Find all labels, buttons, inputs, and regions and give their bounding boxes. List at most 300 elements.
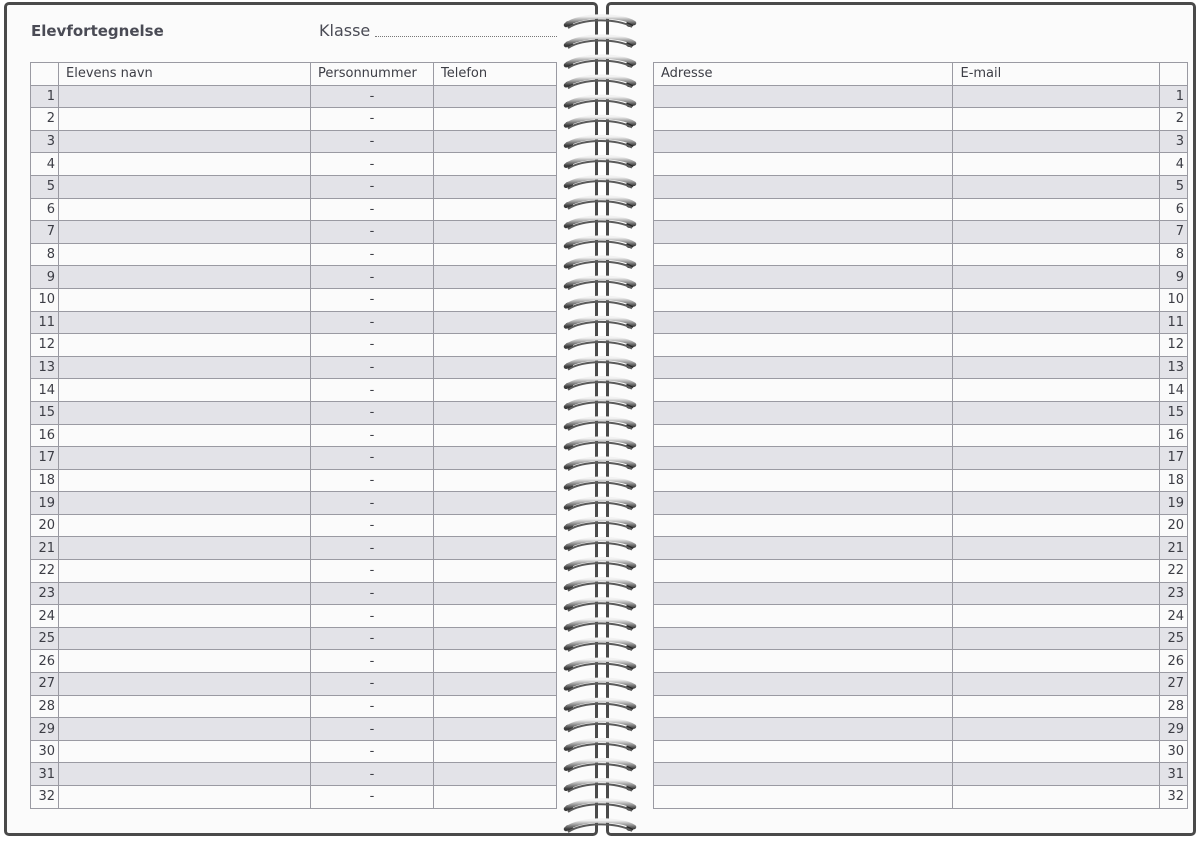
phone-cell[interactable] <box>434 560 557 583</box>
row-number: 20 <box>1159 514 1187 537</box>
table-row <box>654 605 1188 628</box>
table-row <box>31 718 557 741</box>
address-cell[interactable] <box>654 740 953 763</box>
email-cell[interactable] <box>953 401 1159 424</box>
row-number: 27 <box>31 673 59 696</box>
personal-number-cell[interactable]: - <box>311 514 434 537</box>
table-row <box>31 379 557 402</box>
table-row <box>31 243 557 266</box>
phone-cell[interactable] <box>434 356 557 379</box>
table-row <box>654 288 1188 311</box>
table-row <box>654 740 1188 763</box>
email-cell[interactable] <box>953 650 1159 673</box>
email-cell[interactable] <box>953 288 1159 311</box>
spiral-coil <box>565 459 634 471</box>
spiral-coil <box>565 217 634 229</box>
student-name-cell[interactable] <box>59 311 311 334</box>
student-name-cell[interactable] <box>59 718 311 741</box>
row-number: 7 <box>1159 221 1187 244</box>
email-cell[interactable] <box>953 243 1159 266</box>
table-row <box>31 469 557 492</box>
personal-number-cell[interactable]: - <box>311 695 434 718</box>
row-number: 16 <box>1159 424 1187 447</box>
row-number: 11 <box>1159 311 1187 334</box>
personal-number-cell[interactable]: - <box>311 401 434 424</box>
student-name-cell[interactable] <box>59 786 311 809</box>
student-name-cell[interactable] <box>59 514 311 537</box>
address-cell[interactable] <box>654 424 953 447</box>
address-cell[interactable] <box>654 582 953 605</box>
row-number: 31 <box>1159 763 1187 786</box>
phone-cell[interactable] <box>434 288 557 311</box>
header-address: Adresse <box>654 63 953 86</box>
student-name-cell[interactable] <box>59 695 311 718</box>
spiral-coil <box>565 97 634 109</box>
row-number: 1 <box>1159 85 1187 108</box>
header-row <box>654 63 1188 86</box>
spiral-coil <box>565 358 634 370</box>
address-cell[interactable] <box>654 401 953 424</box>
student-name-cell[interactable] <box>59 153 311 176</box>
address-cell[interactable] <box>654 85 953 108</box>
phone-cell[interactable] <box>434 673 557 696</box>
table-row <box>654 356 1188 379</box>
personal-number-cell[interactable]: - <box>311 582 434 605</box>
student-name-cell[interactable] <box>59 447 311 470</box>
phone-cell[interactable] <box>434 514 557 537</box>
student-name-cell[interactable] <box>59 266 311 289</box>
address-cell[interactable] <box>654 650 953 673</box>
table-row <box>31 424 557 447</box>
row-number: 22 <box>1159 560 1187 583</box>
table-row <box>654 266 1188 289</box>
email-cell[interactable] <box>953 311 1159 334</box>
phone-cell[interactable] <box>434 537 557 560</box>
row-number: 13 <box>1159 356 1187 379</box>
phone-cell[interactable] <box>434 243 557 266</box>
phone-cell[interactable] <box>434 786 557 809</box>
row-number: 2 <box>31 108 59 131</box>
row-number: 15 <box>31 401 59 424</box>
row-number: 25 <box>31 627 59 650</box>
table-row <box>31 334 557 357</box>
address-cell[interactable] <box>654 221 953 244</box>
right-page <box>606 2 1196 836</box>
class-label: Klasse <box>319 21 371 40</box>
personal-number-cell[interactable]: - <box>311 379 434 402</box>
address-cell[interactable] <box>654 763 953 786</box>
student-name-cell[interactable] <box>59 537 311 560</box>
spiral-coil <box>565 258 634 270</box>
row-number: 32 <box>1159 786 1187 809</box>
personal-number-cell[interactable]: - <box>311 130 434 153</box>
address-cell[interactable] <box>654 695 953 718</box>
row-number: 30 <box>31 740 59 763</box>
table-row <box>654 424 1188 447</box>
spiral-coil <box>565 57 634 69</box>
table-row <box>31 537 557 560</box>
email-cell[interactable] <box>953 108 1159 131</box>
phone-cell[interactable] <box>434 130 557 153</box>
spiral-coil <box>565 338 634 350</box>
personal-number-cell[interactable]: - <box>311 266 434 289</box>
spiral-coil <box>565 298 634 310</box>
phone-cell[interactable] <box>434 492 557 515</box>
table-row <box>654 153 1188 176</box>
email-cell[interactable] <box>953 379 1159 402</box>
row-number: 29 <box>31 718 59 741</box>
spiral-binding <box>560 6 640 838</box>
address-cell[interactable] <box>654 266 953 289</box>
student-name-cell[interactable] <box>59 492 311 515</box>
phone-cell[interactable] <box>434 266 557 289</box>
personal-number-cell[interactable]: - <box>311 560 434 583</box>
class-field-line <box>375 36 557 37</box>
student-name-cell[interactable] <box>59 582 311 605</box>
row-number: 8 <box>31 243 59 266</box>
email-cell[interactable] <box>953 221 1159 244</box>
table-row <box>654 673 1188 696</box>
personal-number-cell[interactable]: - <box>311 288 434 311</box>
row-number: 5 <box>31 175 59 198</box>
row-number: 23 <box>31 582 59 605</box>
table-row <box>31 673 557 696</box>
phone-cell[interactable] <box>434 108 557 131</box>
address-cell[interactable] <box>654 786 953 809</box>
table-row <box>654 582 1188 605</box>
address-cell[interactable] <box>654 130 953 153</box>
spiral-coil <box>565 137 634 149</box>
personal-number-cell[interactable]: - <box>311 243 434 266</box>
spiral-coil <box>565 177 634 189</box>
table-row <box>654 763 1188 786</box>
personal-number-cell[interactable]: - <box>311 537 434 560</box>
spiral-coil <box>565 398 634 410</box>
table-row <box>654 243 1188 266</box>
row-number: 27 <box>1159 673 1187 696</box>
phone-cell[interactable] <box>434 447 557 470</box>
student-name-cell[interactable] <box>59 108 311 131</box>
table-row <box>654 175 1188 198</box>
personal-number-cell[interactable]: - <box>311 198 434 221</box>
contact-table <box>653 62 1188 809</box>
personal-number-cell[interactable]: - <box>311 718 434 741</box>
spiral-coil <box>565 318 634 330</box>
row-number: 32 <box>31 786 59 809</box>
row-number: 23 <box>1159 582 1187 605</box>
row-number: 28 <box>1159 695 1187 718</box>
row-number: 21 <box>1159 537 1187 560</box>
address-cell[interactable] <box>654 108 953 131</box>
personal-number-cell[interactable]: - <box>311 740 434 763</box>
row-number: 7 <box>31 221 59 244</box>
address-cell[interactable] <box>654 469 953 492</box>
address-cell[interactable] <box>654 605 953 628</box>
address-cell[interactable] <box>654 356 953 379</box>
student-name-cell[interactable] <box>59 243 311 266</box>
phone-cell[interactable] <box>434 379 557 402</box>
email-cell[interactable] <box>953 492 1159 515</box>
email-cell[interactable] <box>953 582 1159 605</box>
phone-cell[interactable] <box>434 175 557 198</box>
header-number <box>31 63 59 86</box>
spiral-coil <box>565 660 634 672</box>
student-name-cell[interactable] <box>59 401 311 424</box>
row-number: 6 <box>1159 198 1187 221</box>
table-row <box>654 560 1188 583</box>
personal-number-cell[interactable]: - <box>311 221 434 244</box>
email-cell[interactable] <box>953 266 1159 289</box>
row-number: 28 <box>31 695 59 718</box>
row-number: 14 <box>1159 379 1187 402</box>
email-cell[interactable] <box>953 605 1159 628</box>
spiral-coil <box>565 77 634 89</box>
address-cell[interactable] <box>654 492 953 515</box>
left-page <box>4 2 598 836</box>
personal-number-cell[interactable]: - <box>311 492 434 515</box>
row-number: 24 <box>31 605 59 628</box>
table-row <box>654 85 1188 108</box>
table-row <box>31 514 557 537</box>
address-cell[interactable] <box>654 718 953 741</box>
table-row <box>654 514 1188 537</box>
personal-number-cell[interactable]: - <box>311 650 434 673</box>
personal-number-cell[interactable]: - <box>311 424 434 447</box>
email-cell[interactable] <box>953 695 1159 718</box>
table-row <box>654 334 1188 357</box>
phone-cell[interactable] <box>434 85 557 108</box>
student-name-cell[interactable] <box>59 356 311 379</box>
address-cell[interactable] <box>654 627 953 650</box>
row-number: 3 <box>1159 130 1187 153</box>
row-number: 30 <box>1159 740 1187 763</box>
address-cell[interactable] <box>654 198 953 221</box>
table-row <box>31 266 557 289</box>
table-row <box>31 130 557 153</box>
email-cell[interactable] <box>953 627 1159 650</box>
row-number: 9 <box>1159 266 1187 289</box>
row-number: 5 <box>1159 175 1187 198</box>
student-name-cell[interactable] <box>59 85 311 108</box>
table-row <box>654 401 1188 424</box>
student-name-cell[interactable] <box>59 379 311 402</box>
address-cell[interactable] <box>654 243 953 266</box>
row-number: 12 <box>1159 334 1187 357</box>
email-cell[interactable] <box>953 786 1159 809</box>
phone-cell[interactable] <box>434 605 557 628</box>
personal-number-cell[interactable]: - <box>311 175 434 198</box>
personal-number-cell[interactable]: - <box>311 786 434 809</box>
personal-number-cell[interactable]: - <box>311 605 434 628</box>
phone-cell[interactable] <box>434 221 557 244</box>
spiral-coil <box>565 559 634 571</box>
row-number: 2 <box>1159 108 1187 131</box>
spiral-coil <box>565 378 634 390</box>
phone-cell[interactable] <box>434 740 557 763</box>
personal-number-cell[interactable]: - <box>311 153 434 176</box>
address-cell[interactable] <box>654 514 953 537</box>
address-cell[interactable] <box>654 560 953 583</box>
student-name-cell[interactable] <box>59 740 311 763</box>
table-row <box>654 198 1188 221</box>
row-number: 18 <box>1159 469 1187 492</box>
spiral-coil <box>565 117 634 129</box>
spiral-coil <box>565 760 634 772</box>
email-cell[interactable] <box>953 560 1159 583</box>
table-row <box>31 311 557 334</box>
phone-cell[interactable] <box>434 695 557 718</box>
table-row <box>31 492 557 515</box>
phone-cell[interactable] <box>434 650 557 673</box>
row-number: 10 <box>1159 288 1187 311</box>
personal-number-cell[interactable]: - <box>311 356 434 379</box>
student-name-cell[interactable] <box>59 175 311 198</box>
spiral-coil <box>565 780 634 792</box>
row-number: 17 <box>1159 447 1187 470</box>
email-cell[interactable] <box>953 153 1159 176</box>
personal-number-cell[interactable]: - <box>311 447 434 470</box>
student-name-cell[interactable] <box>59 288 311 311</box>
student-name-cell[interactable] <box>59 221 311 244</box>
email-cell[interactable] <box>953 198 1159 221</box>
table-row <box>31 447 557 470</box>
table-row <box>654 627 1188 650</box>
email-cell[interactable] <box>953 718 1159 741</box>
student-name-cell[interactable] <box>59 605 311 628</box>
student-table <box>30 62 557 809</box>
phone-cell[interactable] <box>434 763 557 786</box>
student-name-cell[interactable] <box>59 650 311 673</box>
row-number: 9 <box>31 266 59 289</box>
student-name-cell[interactable] <box>59 424 311 447</box>
address-cell[interactable] <box>654 379 953 402</box>
row-number: 15 <box>1159 401 1187 424</box>
address-cell[interactable] <box>654 673 953 696</box>
phone-cell[interactable] <box>434 334 557 357</box>
personal-number-cell[interactable]: - <box>311 334 434 357</box>
header-phone: Telefon <box>434 63 557 86</box>
student-name-cell[interactable] <box>59 469 311 492</box>
personal-number-cell[interactable]: - <box>311 108 434 131</box>
row-number: 24 <box>1159 605 1187 628</box>
row-number: 4 <box>1159 153 1187 176</box>
row-number: 18 <box>31 469 59 492</box>
header-personal-number: Personnummer <box>311 63 434 86</box>
table-row <box>31 786 557 809</box>
table-row <box>654 718 1188 741</box>
personal-number-cell[interactable]: - <box>311 763 434 786</box>
email-cell[interactable] <box>953 740 1159 763</box>
spiral-coil <box>565 579 634 591</box>
table-row <box>31 108 557 131</box>
phone-cell[interactable] <box>434 153 557 176</box>
phone-cell[interactable] <box>434 424 557 447</box>
table-row <box>654 695 1188 718</box>
table-row <box>654 650 1188 673</box>
email-cell[interactable] <box>953 356 1159 379</box>
table-row <box>31 401 557 424</box>
row-number: 26 <box>1159 650 1187 673</box>
student-name-cell[interactable] <box>59 673 311 696</box>
row-number: 1 <box>31 85 59 108</box>
personal-number-cell[interactable]: - <box>311 673 434 696</box>
table-row <box>654 221 1188 244</box>
row-number: 21 <box>31 537 59 560</box>
email-cell[interactable] <box>953 537 1159 560</box>
phone-cell[interactable] <box>434 198 557 221</box>
table-row <box>31 175 557 198</box>
student-name-cell[interactable] <box>59 763 311 786</box>
phone-cell[interactable] <box>434 401 557 424</box>
email-cell[interactable] <box>953 334 1159 357</box>
table-row <box>31 650 557 673</box>
address-cell[interactable] <box>654 288 953 311</box>
address-cell[interactable] <box>654 447 953 470</box>
email-cell[interactable] <box>953 130 1159 153</box>
student-name-cell[interactable] <box>59 560 311 583</box>
row-number: 13 <box>31 356 59 379</box>
phone-cell[interactable] <box>434 718 557 741</box>
email-cell[interactable] <box>953 424 1159 447</box>
row-number: 19 <box>31 492 59 515</box>
personal-number-cell[interactable]: - <box>311 469 434 492</box>
student-name-cell[interactable] <box>59 130 311 153</box>
student-name-cell[interactable] <box>59 198 311 221</box>
header-email: E-mail <box>953 63 1159 86</box>
spiral-coil <box>565 700 634 712</box>
email-cell[interactable] <box>953 763 1159 786</box>
email-cell[interactable] <box>953 175 1159 198</box>
email-cell[interactable] <box>953 85 1159 108</box>
phone-cell[interactable] <box>434 311 557 334</box>
address-cell[interactable] <box>654 153 953 176</box>
page-title: Elevfortegnelse <box>31 22 164 40</box>
row-number: 19 <box>1159 492 1187 515</box>
personal-number-cell[interactable]: - <box>311 311 434 334</box>
spiral-coil <box>565 619 634 631</box>
spiral-coil <box>565 157 634 169</box>
table-row <box>654 537 1188 560</box>
address-cell[interactable] <box>654 311 953 334</box>
address-cell[interactable] <box>654 334 953 357</box>
phone-cell[interactable] <box>434 582 557 605</box>
email-cell[interactable] <box>953 514 1159 537</box>
table-row <box>654 311 1188 334</box>
email-cell[interactable] <box>953 447 1159 470</box>
email-cell[interactable] <box>953 673 1159 696</box>
student-name-cell[interactable] <box>59 334 311 357</box>
table-row <box>31 627 557 650</box>
row-number: 25 <box>1159 627 1187 650</box>
spiral-coil <box>565 640 634 652</box>
phone-cell[interactable] <box>434 469 557 492</box>
address-cell[interactable] <box>654 175 953 198</box>
table-row <box>31 763 557 786</box>
table-row <box>31 153 557 176</box>
spiral-coil <box>565 539 634 551</box>
table-row <box>31 221 557 244</box>
row-number: 3 <box>31 130 59 153</box>
spiral-coil <box>565 499 634 511</box>
personal-number-cell[interactable]: - <box>311 627 434 650</box>
email-cell[interactable] <box>953 469 1159 492</box>
table-row <box>31 605 557 628</box>
student-name-cell[interactable] <box>59 627 311 650</box>
address-cell[interactable] <box>654 537 953 560</box>
table-row <box>654 492 1188 515</box>
phone-cell[interactable] <box>434 627 557 650</box>
personal-number-cell[interactable]: - <box>311 85 434 108</box>
